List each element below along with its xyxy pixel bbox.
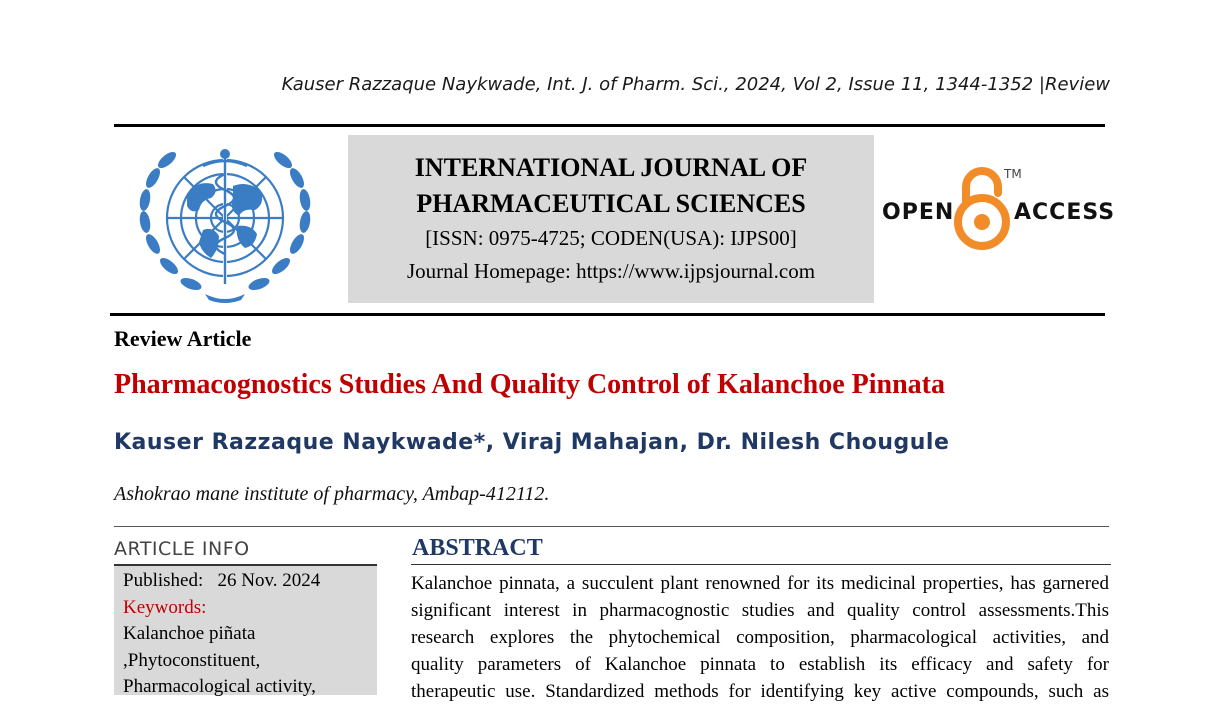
affiliation: Ashokrao mane institute of pharmacy, Ambap-412112. bbox=[114, 483, 550, 505]
journal-title-line2: PHARMACEUTICAL SCIENCES bbox=[416, 189, 806, 218]
keywords-label: Keywords: bbox=[123, 596, 207, 618]
journal-issn: [ISSN: 0975-4725; CODEN(USA): IJPS00] bbox=[425, 226, 797, 250]
abstract-line: Kalanchoe pinnata, a succulent plant renowned for its medicinal properties, has garnered bbox=[411, 573, 1109, 594]
open-access-left-text: OPEN bbox=[882, 200, 955, 225]
abstract-heading: ABSTRACT bbox=[412, 535, 543, 561]
published-label: Published: bbox=[123, 570, 204, 591]
abstract-line: research explores the phytochemical composition, pharmacological activities, and bbox=[411, 627, 1109, 648]
keyword-item: Pharmacological activity, bbox=[123, 676, 316, 697]
open-access-badge bbox=[880, 163, 1116, 253]
abstract-body bbox=[411, 570, 1109, 705]
abstract-line: quality parameters of Kalanchoe pinnata to establish its efficacy and safety for bbox=[411, 654, 1109, 675]
published-row bbox=[123, 568, 377, 595]
open-access-right-text: ACCESS bbox=[1014, 200, 1116, 225]
trademark-symbol: TM bbox=[1004, 167, 1022, 181]
keyword-item: Kalanchoe piñata bbox=[123, 623, 256, 644]
article-info-heading: ARTICLE INFO bbox=[114, 538, 250, 560]
journal-banner bbox=[348, 135, 874, 303]
article-type: Review Article bbox=[114, 326, 252, 351]
article-info-box bbox=[114, 566, 377, 695]
journal-logo-icon bbox=[125, 134, 325, 306]
published-date: 26 Nov. 2024 bbox=[217, 570, 321, 591]
section-divider bbox=[114, 526, 1109, 527]
journal-title-line1: INTERNATIONAL JOURNAL OF bbox=[414, 153, 808, 182]
keyword-item: ,Phytoconstituent, bbox=[123, 649, 261, 671]
abstract-line: therapeutic use. Standardized methods for identifying key active compounds, such as bbox=[411, 681, 1109, 702]
journal-homepage-link[interactable]: Journal Homepage: https://www.ijpsjournal.com bbox=[406, 259, 816, 283]
header-bottom-rule bbox=[110, 313, 1105, 316]
header-top-rule bbox=[114, 124, 1105, 127]
open-access-lock-icon bbox=[954, 165, 1010, 251]
abstract-line: significant interest in pharmacognostic studies and quality control assessments.This bbox=[411, 600, 1109, 621]
author-list: Kauser Razzaque Naykwade*, Viraj Mahajan, Dr. Nilesh Chougule bbox=[114, 430, 950, 455]
running-head: Kauser Razzaque Naykwade, Int. J. of Pharm. Sci., 2024, Vol 2, Issue 11, 1344-1352 |Review bbox=[281, 74, 1110, 95]
abstract-rule bbox=[411, 564, 1111, 565]
paper-title: Pharmacognostics Studies And Quality Control of Kalanchoe Pinnata bbox=[114, 369, 946, 400]
